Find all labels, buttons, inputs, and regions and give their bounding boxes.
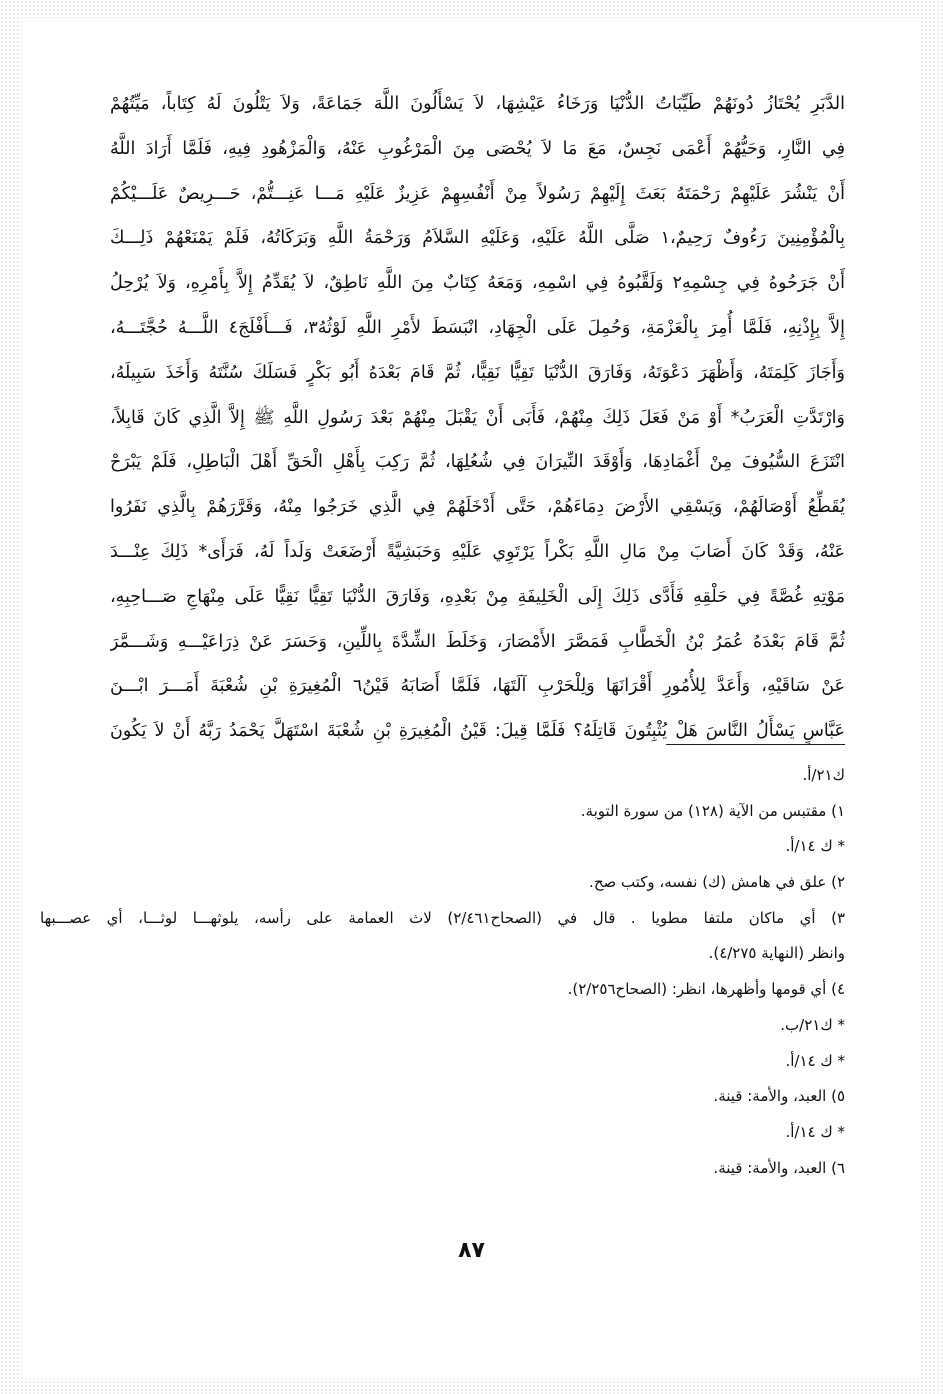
text-line: الدَّبَرِ يُحْتَازُ دُونَهُمْ طَيِّبَاتُ الدُّنْيَا وَرَخَاءُ عَيْشِهَا، لاَ يَسْأَلُونَ اللَّهَ جَمَاعَةً، وَلاَ يَتْلُونَ لَهُ كِتَاباً، مَيِّتُهُمْ [110,94,845,114]
text-line: إِلاَّ بِإِذْنِهِ، فَلَمَّا أُمِرَ بِالْعَزْمَةِ، وَحُمِلَ عَلَى الْجِهَادِ، انْبَسَطَ لأَمْرِ اللَّهِ لَوْثُهُ٣، فَـــأَفْلَجَ٤ اللَّـــهُ حُجَّتَـــهُ، [110,317,845,338]
footnote-separator [666,744,845,745]
text-line: أَنْ جَرَحُوهُ فِي جِسْمِهِ٢ وَلَقَّبُوهُ فِي اسْمِهِ، وَمَعَهُ كِتَابٌ مِنَ اللَّهِ نَاطِقٌ، لاَ يُقَدِّمُ إِلاَّ بِأَمْرِهِ، وَلاَ يُرْحِلُ [110,273,845,294]
text-line: وَأَجَازَ كَلِمَتَهُ، وَأَظْهَرَ دَعْوَتَهُ، وَفَارَقَ الدُّنْيَا تَقِيًّا نَقِيًّا، ثُمَّ قَامَ بَعْدَهُ أَبُو بَكْرٍ فَسَلَكَ سُنَّتَهُ وَأَخَذَ سَبِيلَهُ، [110,362,845,383]
text-line: وَارْتَدَّتِ الْعَرَبُ* أَوْ مَنْ فَعَلَ ذَلِكَ مِنْهُمْ، فَأَبَى أَنْ يَقْبَلَ مِنْهُمْ بَعْدَ رَسُولِ اللَّهِ ﷺ إِلاَّ الَّذِي كَانَ قَابِلاً، [110,407,845,428]
footnote-line: ١) مقتبس من الآية (١٢٨) من سورة التوبة. [580,801,845,820]
footnote-line: * ك ١٤/أ. [785,1051,845,1070]
footnote-line: وانظر (النهاية ٤/٢٧٥). [708,944,845,963]
text-line: ثُمَّ قَامَ بَعْدَهُ عُمَرُ بْنُ الْخَطَّابِ فَمَصَّرَ الأَمْصَارَ، وَخَلَطَ الشِّدَّةَ بِاللِّينِ، وَحَسَرَ عَنْ ذِرَاعَيْـــهِ وَشَـــمَّرَ [110,631,845,652]
footnote-line: ك٢١/أ. [802,766,845,784]
text-line: عَنْ سَاقَيْهِ، وَأَعَدَّ لِلأُمُورِ أَقْرَانَهَا وَلِلْحَرْبِ آلَتَهَا، فَلَمَّا أَصَابَهُ قَيْنُ٦ الْمُغِيرَةِ بْنِ شُعْبَةَ أَمَـــرَ ابْـــنَ [110,676,845,697]
footnote-line: * ك ١٤/أ. [785,837,845,856]
footnote-line: ٢) علق في هامش (ك) نفسه، وكتب صح. [589,873,845,892]
main-text-block [110,82,845,754]
text-line: مَوْتِهِ غُصَّةً فِي حَلْقِهِ فَأَدَّى ذَلِكَ إِلَى الْخَلِيفَةِ مِنْ بَعْدِهِ، وَفَارَقَ الدُّنْيَا تَقِيًّا نَقِيًّا عَلَى مِنْهَاجِ صَـــاحِبِهِ، [110,586,845,607]
text-line: عَبَّاسٍ يَسْأَلُ النَّاسَ هَلْ يُثْبِتُونَ قَاتِلَهُ؟ فَلَمَّا قِيلَ: قَيْنُ الْمُغِيرَةِ بْنِ شُعْبَةَ اسْتَهَلَّ يَحْمَدُ رَبَّهُ أَنْ لاَ يَكُونَ [110,721,845,742]
footnote-line: ٥) العبد، والأمة: قينة. [713,1087,845,1106]
page-number: ٨٧ [458,1238,485,1263]
footnote-line: ٦) العبد، والأمة: قينة. [713,1158,845,1177]
text-line: بِالْمُؤْمِنِينَ رَءُوفٌ رَحِيمٌ،١ صَلَّى اللَّهُ عَلَيْهِ، وَعَلَيْهِ السَّلاَمُ وَرَحْمَةُ اللَّهِ وَبَرَكَاتُهُ، فَلَمْ يَمْنَعْهُمْ ذَلِـــكَ [110,228,845,249]
footnote-line: * ك٢١/ب. [780,1015,845,1034]
text-line: يُقَطِّعُ أَوْصَالَهُمْ، وَيَسْقِي الأَرْضَ دِمَاءَهُمْ، حَتَّى أَدْخَلَهُمْ فِي الَّذِي خَرَجُوا مِنْهُ، وَقَرَّرَهُمْ بِالَّذِي نَفَرُوا [110,497,845,518]
text-line: فِي النَّارِ، وَحَيُّهُمْ أَعْمَى نَجِسٌ، مَعَ مَا لاَ يُحْصَى مِنَ الْمَرْغُوبِ عَنْهُ، وَالْمَزْهُودِ فِيهِ، فَلَمَّا أَرَادَ اللَّهُ [110,138,845,159]
text-line: عَنْهُ، وَقَدْ كَانَ أَصَابَ مِنْ مَالِ اللَّهِ بَكْراً يَرْتَوِي عَلَيْهِ وَحَبَشِيَّةً أَرْضَعَتْ وَلَداً لَهُ، فَرَأَى* ذَلِكَ عِنْـــدَ [110,541,845,562]
footnote-line: ٣) أي ماكان ملتفا مطويا . قال في (الصحاح٢/٤٦١) لاث العمامة على رأسه، يلوثهـــا لوثـــا، أي عصـــبها [40,908,845,927]
text-line: انْتَزَعَ السُّيُوفَ مِنْ أَغْمَادِهَا، وَأَوْقَدَ النِّيرَانَ فِي شُعُلِهَا، ثُمَّ رَكِبَ بِأَهْلِ الْحَقِّ أَهْلَ الْبَاطِلِ، فَلَمْ يَبْرَحْ [110,452,845,473]
footnote-line: ٤) أي قومها وأظهرها، انظر: (الصحاح٢/٢٥٦). [567,980,845,999]
text-line: أَنْ يَنْشُرَ عَلَيْهِمْ رَحْمَتَهُ بَعَثَ إِلَيْهِمْ رَسُولاً مِنْ أَنْفُسِهِمْ عَزِيزٌ عَلَيْهِ مَـــا عَنِـــتُّمْ، حَـــرِيصٌ عَلَـــيْكُمْ [110,183,845,204]
footnote-line: * ك ١٤/أ. [785,1122,845,1141]
footnotes-block [40,758,845,1186]
